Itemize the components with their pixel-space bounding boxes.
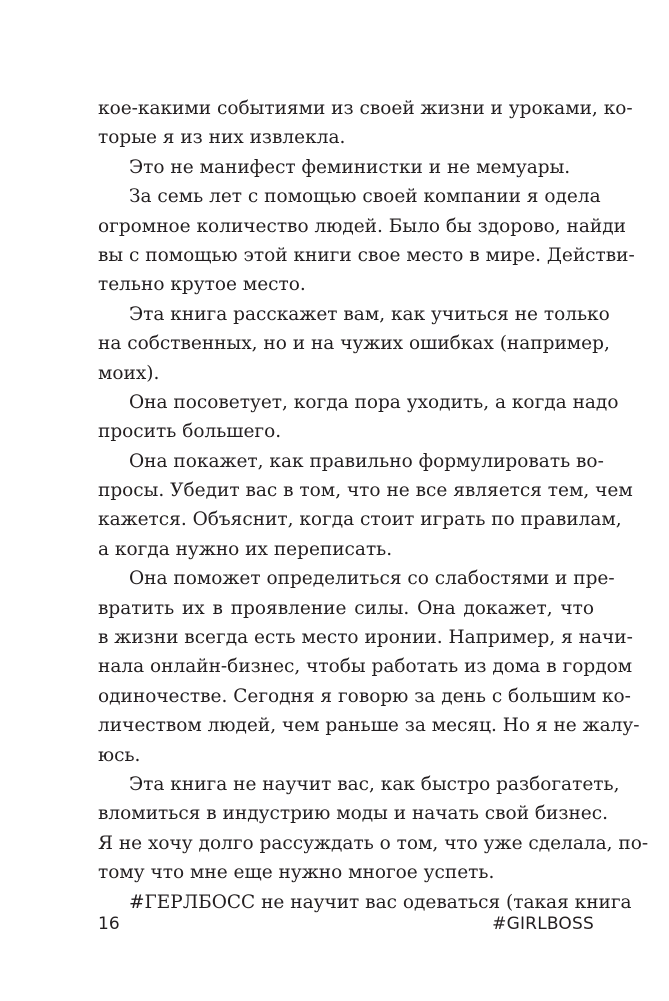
text-line: а когда нужно их переписать. [98,538,393,560]
text-line: огромное количество людей. Было бы здорово, найди [98,215,626,237]
text-line: просы. Убедит вас в том, что не все является тем, чем [98,480,633,502]
text-line: Это не манифест феминистки и не мемуары. [129,156,571,178]
text-line: Эта книга расскажет вам, как учиться не только [129,303,610,325]
text-line: нала онлайн-бизнес, чтобы работать из дома в гордом [98,656,633,678]
text-line: кажется. Объяснит, когда стоит играть по правилам, [98,509,622,531]
page-footer [98,914,594,940]
text-line: Она поможет определиться со слабостями и пре- [129,568,615,590]
text-line: Эта книга не научит вас, как быстро разбогатеть, [129,773,620,795]
text-line: Я не хочу долго рассуждать о том, что уже сделала, по- [98,832,649,854]
text-line: вломиться в индустрию моды и начать свой бизнес. [98,803,608,825]
text-line: Она посоветует, когда пора уходить, а когда надо [129,391,619,413]
text-line: просить большего. [98,421,282,443]
text-line: моих). [98,362,160,384]
text-line: тельно крутое место. [98,274,306,296]
text-line: Она покажет, как правильно формулировать во- [129,450,604,472]
text-line: тому что мне еще нужно многое успеть. [98,862,495,884]
page-number: 16 [98,914,120,934]
text-line: торые я из них извлекла. [98,127,346,149]
text-line: юсь. [98,744,141,766]
text-line: кое-какими событиями из своей жизни и уроками, ко- [98,98,633,119]
text-line: в жизни всегда есть место иронии. Например, я начи- [98,627,633,649]
text-line: личеством людей, чем раньше за месяц. Но я не жалу- [98,715,640,737]
text-line: вы с помощью этой книги свое место в мире. Действи- [98,244,635,266]
running-title: #GIRLBOSS [492,914,594,934]
text-line: на собственных, но и на чужих ошибках (например, [98,333,610,355]
text-line: одиночестве. Сегодня я говорю за день с большим ко- [98,685,631,707]
text-line: За семь лет с помощью своей компании я одела [129,186,601,208]
text-line: вратить их в проявление силы. Она докажет, что [98,597,594,619]
text-line: #ГЕРЛБОСС не научит вас одеваться (такая книга [129,891,632,913]
body-text [98,94,649,917]
